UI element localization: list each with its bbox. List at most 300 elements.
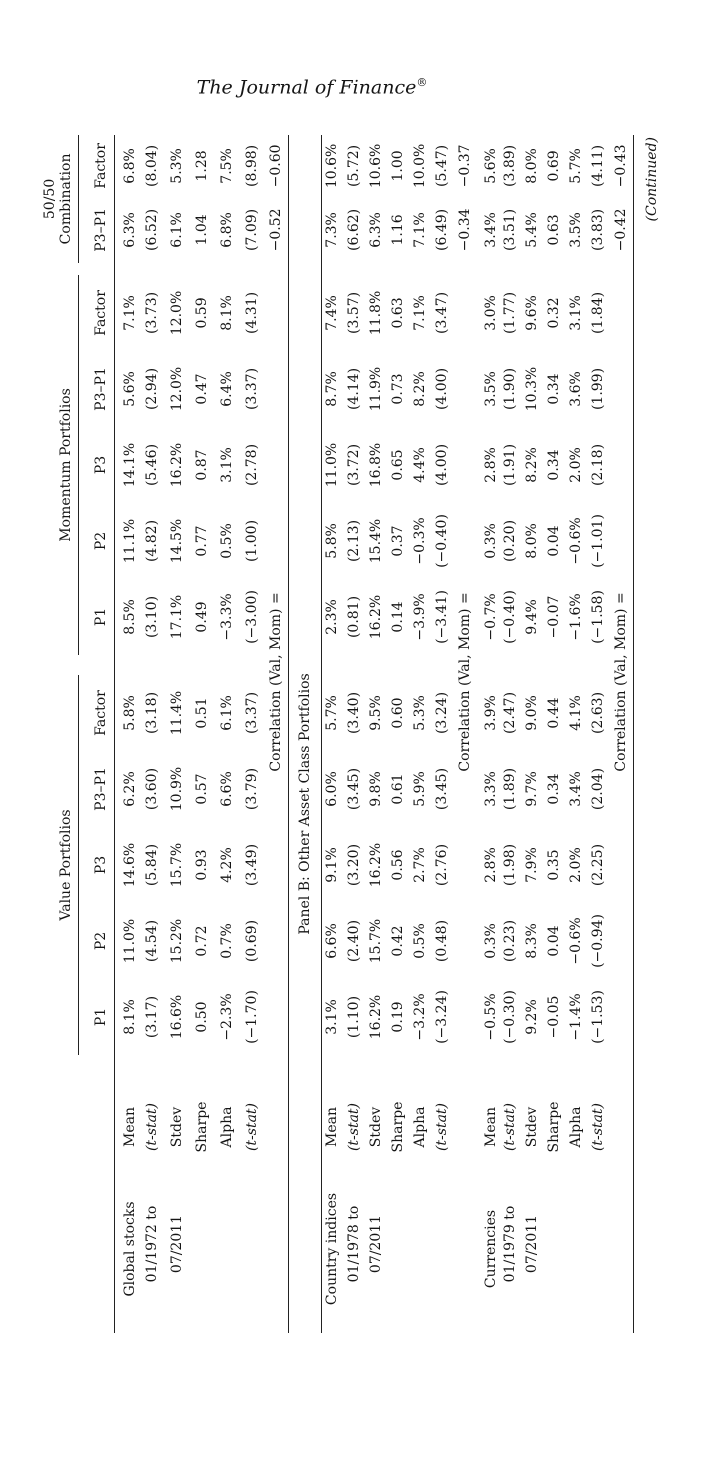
stat-label: Sharpe	[193, 1101, 210, 1153]
data-row	[565, 135, 587, 1333]
data-cell: (8.98)	[243, 144, 260, 187]
data-row	[239, 135, 264, 1333]
column-gap	[521, 1055, 543, 1089]
column-gap	[264, 263, 288, 275]
data-cell: 15.4%	[368, 518, 384, 564]
column-gap	[114, 1055, 139, 1089]
data-cell: 6.8%	[218, 212, 235, 248]
data-cell: 6.6%	[324, 923, 341, 959]
data-cell: 8.2%	[524, 447, 540, 483]
panel-b-divider-row	[288, 135, 321, 1333]
data-cell: (−0.30)	[502, 990, 518, 1044]
column-header: P3–P1	[78, 751, 114, 827]
panel-b-title: Panel B: Other Asset Class Portfolios	[288, 275, 321, 1333]
table-group-header-row	[28, 135, 78, 1333]
data-cell: 16.2%	[368, 994, 384, 1040]
journal-title-text: The Journal of Finance	[196, 76, 417, 99]
data-cell: (2.63)	[590, 691, 606, 735]
data-cell: 11.4%	[168, 690, 185, 736]
correlation-label: Correlation (Val, Mom) =	[609, 275, 633, 1089]
correlation-row	[264, 135, 288, 1333]
data-cell: 6.0%	[324, 771, 341, 807]
column-gap	[477, 1055, 499, 1089]
table-column-header-row	[78, 135, 114, 1333]
data-cell: (4.11)	[590, 144, 606, 187]
column-gap	[387, 263, 409, 275]
data-cell: 8.5%	[121, 599, 138, 635]
column-gap	[499, 1055, 521, 1089]
data-cell: 3.1%	[324, 999, 341, 1035]
data-cell: 6.1%	[168, 212, 185, 248]
data-cell: 0.5%	[412, 923, 428, 959]
data-cell: (0.20)	[502, 519, 518, 563]
data-cell: 5.7%	[324, 695, 341, 731]
data-cell: 0.59	[193, 297, 210, 329]
data-cell: (5.72)	[346, 144, 362, 187]
data-cell: 0.51	[193, 697, 210, 729]
data-cell: (3.10)	[143, 595, 160, 639]
data-cell: 0.04	[546, 525, 562, 557]
data-cell: 8.3%	[524, 923, 540, 959]
data-cell: 7.1%	[121, 295, 138, 331]
data-cell: 0.69	[546, 150, 562, 182]
data-cell: 14.6%	[121, 842, 138, 888]
registered-mark: ®	[416, 76, 428, 89]
data-cell: 14.1%	[121, 442, 138, 488]
correlation-value: −0.60	[267, 144, 284, 188]
data-cell: (1.00)	[243, 519, 260, 563]
data-cell: (−1.01)	[590, 514, 606, 568]
group-header-value	[28, 675, 78, 1055]
data-cell: 9.2%	[524, 999, 540, 1035]
data-cell: 0.35	[546, 849, 562, 881]
data-cell: (1.84)	[590, 291, 606, 335]
data-cell: 9.0%	[524, 695, 540, 731]
data-cell: −3.2%	[412, 993, 428, 1041]
data-cell: 0.34	[546, 449, 562, 481]
data-cell: 2.0%	[568, 447, 584, 483]
data-cell: 2.7%	[412, 847, 428, 883]
data-row	[499, 135, 521, 1333]
data-cell: 1.16	[390, 214, 406, 246]
data-row	[431, 135, 453, 1333]
data-cell: 3.3%	[482, 771, 499, 807]
row-label: 01/1972 to	[143, 1205, 160, 1283]
data-row	[164, 135, 189, 1333]
column-header: P1	[78, 979, 114, 1055]
column-gap	[321, 655, 343, 675]
correlation-value: −0.37	[457, 144, 473, 188]
data-cell: (3.51)	[502, 208, 518, 251]
data-cell: (6.62)	[346, 208, 362, 251]
data-cell: (0.23)	[502, 919, 518, 963]
data-cell: 7.1%	[412, 295, 428, 331]
column-gap	[453, 263, 477, 275]
column-header: Factor	[78, 275, 114, 351]
column-gap	[431, 263, 453, 275]
data-cell: 11.9%	[368, 366, 384, 412]
data-cell: 16.2%	[368, 842, 384, 888]
stat-label: Stdev	[168, 1106, 185, 1148]
row-label	[587, 1165, 609, 1333]
data-cell: 5.4%	[524, 212, 540, 248]
data-cell: 2.3%	[324, 599, 341, 635]
data-cell: 0.56	[390, 849, 406, 881]
data-cell: 3.6%	[568, 371, 584, 407]
data-cell: 12.0%	[168, 366, 185, 412]
row-label	[239, 1165, 264, 1333]
data-cell: 7.3%	[324, 212, 341, 248]
column-gap	[477, 263, 499, 275]
data-cell: (2.18)	[590, 443, 606, 487]
correlation-value: −0.34	[457, 208, 473, 252]
data-cell: 9.6%	[524, 295, 540, 331]
column-gap	[78, 655, 114, 675]
column-gap	[139, 1055, 164, 1089]
column-gap	[214, 263, 239, 275]
data-cell: (3.79)	[243, 767, 260, 811]
column-gap	[164, 1055, 189, 1089]
data-cell: 6.2%	[121, 771, 138, 807]
data-cell: (2.40)	[346, 919, 362, 963]
data-cell: −0.6%	[568, 517, 584, 565]
column-gap	[214, 655, 239, 675]
stat-label: (t-stat)	[434, 1102, 450, 1152]
data-cell: 2.8%	[482, 447, 499, 483]
data-cell: 8.0%	[524, 148, 540, 184]
corner-cell	[78, 1165, 114, 1333]
data-cell: 10.9%	[168, 766, 185, 812]
stat-label: Stdev	[368, 1106, 384, 1148]
data-cell: 6.1%	[218, 695, 235, 731]
data-cell: −0.3%	[412, 517, 428, 565]
data-cell: 1.28	[193, 150, 210, 182]
data-cell: 0.42	[390, 925, 406, 957]
data-row	[214, 135, 239, 1333]
column-gap	[239, 1055, 264, 1089]
data-cell: (8.04)	[143, 144, 160, 187]
correlation-value: −0.42	[609, 197, 633, 263]
stat-label: Mean	[324, 1107, 341, 1147]
data-cell: 16.2%	[368, 594, 384, 640]
column-gap	[164, 263, 189, 275]
data-row	[543, 135, 565, 1333]
column-gap	[343, 263, 365, 275]
data-cell: (3.20)	[346, 843, 362, 887]
data-row	[387, 135, 409, 1333]
data-cell: 6.6%	[218, 771, 235, 807]
data-cell: 16.2%	[168, 442, 185, 488]
data-row	[587, 135, 609, 1333]
column-gap	[164, 655, 189, 675]
data-row	[521, 135, 543, 1333]
group-header-line: Momentum Portfolios	[57, 388, 74, 542]
data-cell: 10.3%	[524, 366, 540, 412]
stat-label: Mean	[482, 1107, 499, 1147]
data-cell: (1.10)	[346, 995, 362, 1039]
data-cell: 0.63	[390, 297, 406, 329]
data-cell: 15.7%	[168, 842, 185, 888]
column-header: P2	[78, 903, 114, 979]
data-cell: 9.8%	[368, 771, 384, 807]
data-cell: −0.6%	[568, 917, 584, 965]
column-gap	[499, 263, 521, 275]
data-cell: (3.89)	[502, 144, 518, 187]
stat-label	[453, 1089, 477, 1165]
data-cell: 0.7%	[218, 923, 235, 959]
data-cell: (2.13)	[346, 519, 362, 563]
data-cell: (3.37)	[243, 691, 260, 735]
data-cell: (2.78)	[243, 443, 260, 487]
data-cell: (1.99)	[590, 367, 606, 411]
column-gap	[343, 655, 365, 675]
data-cell: 5.6%	[482, 148, 499, 184]
row-label: 07/2011	[368, 1214, 384, 1274]
data-cell: 0.61	[390, 773, 406, 805]
data-cell: −0.7%	[482, 593, 499, 641]
data-cell: 5.3%	[168, 148, 185, 184]
data-cell: 4.4%	[412, 447, 428, 483]
data-cell: 9.4%	[524, 599, 540, 635]
correlation-value: −0.52	[267, 208, 284, 252]
stat-label	[264, 1089, 288, 1165]
data-cell: (3.45)	[346, 767, 362, 811]
stat-label: Stdev	[524, 1106, 540, 1148]
data-cell: 0.14	[390, 601, 406, 633]
data-cell: 8.1%	[218, 295, 235, 331]
data-cell: 15.7%	[368, 918, 384, 964]
data-cell: 0.47	[193, 373, 210, 405]
row-label	[543, 1165, 565, 1333]
stat-label: Mean	[121, 1107, 138, 1147]
data-cell: (1.77)	[502, 291, 518, 335]
data-cell: (3.37)	[243, 367, 260, 411]
data-cell: 0.93	[193, 849, 210, 881]
data-cell: (2.76)	[434, 843, 450, 887]
data-cell: (0.69)	[243, 919, 260, 963]
data-cell: 17.1%	[168, 594, 185, 640]
column-gap	[565, 655, 587, 675]
data-cell: (4.00)	[434, 443, 450, 487]
data-cell: −1.6%	[568, 593, 584, 641]
column-gap	[565, 1055, 587, 1089]
row-label: Country indices	[324, 1192, 341, 1306]
data-cell: (−0.40)	[502, 590, 518, 644]
data-cell: 11.0%	[324, 442, 341, 488]
row-label	[453, 1165, 477, 1333]
data-cell: (3.60)	[143, 767, 160, 811]
column-header: P3	[78, 827, 114, 903]
column-gap	[78, 263, 114, 275]
stat-label: Alpha	[412, 1106, 428, 1148]
stat-label: (t-stat)	[502, 1102, 518, 1152]
data-cell: 6.3%	[368, 212, 384, 248]
column-gap	[114, 263, 139, 275]
data-cell: 0.3%	[482, 923, 499, 959]
column-gap	[139, 263, 164, 275]
data-cell: (−3.24)	[434, 990, 450, 1044]
column-gap	[499, 655, 521, 675]
column-gap	[28, 263, 78, 275]
data-cell: (3.73)	[143, 291, 160, 335]
data-cell: 0.87	[193, 449, 210, 481]
column-header: P3	[78, 427, 114, 503]
data-cell: (4.54)	[143, 919, 160, 963]
data-cell: −3.9%	[412, 593, 428, 641]
correlation-row	[453, 135, 477, 1333]
data-cell: 8.1%	[121, 999, 138, 1035]
column-gap	[521, 263, 543, 275]
data-cell: (2.47)	[502, 691, 518, 735]
column-gap	[409, 655, 431, 675]
data-cell: 0.73	[390, 373, 406, 405]
data-cell: 1.00	[390, 150, 406, 182]
group-header-line: Combination	[57, 153, 74, 245]
column-gap	[239, 263, 264, 275]
data-row	[189, 135, 214, 1333]
row-label	[264, 1165, 288, 1333]
column-gap	[409, 1055, 431, 1089]
data-cell: 0.32	[546, 297, 562, 329]
data-cell: 11.1%	[121, 518, 138, 564]
stat-label	[609, 1089, 633, 1165]
data-cell: (3.18)	[143, 691, 160, 735]
data-row	[321, 135, 343, 1333]
data-cell: 0.44	[546, 697, 562, 729]
data-cell: 0.60	[390, 697, 406, 729]
data-cell: (3.72)	[346, 443, 362, 487]
data-cell: (1.91)	[502, 443, 518, 487]
data-cell: (1.98)	[502, 843, 518, 887]
corner-cell	[78, 1089, 114, 1165]
stat-label: Alpha	[568, 1106, 584, 1148]
data-cell: 6.3%	[121, 212, 138, 248]
column-gap	[28, 655, 78, 675]
data-cell: (5.47)	[434, 144, 450, 187]
continued-note: (Continued)	[643, 137, 660, 222]
data-cell: −1.4%	[568, 993, 584, 1041]
row-label: 01/1979 to	[502, 1205, 518, 1283]
data-cell: −0.05	[546, 995, 562, 1039]
data-cell: 15.2%	[168, 918, 185, 964]
data-cell: 16.6%	[168, 994, 185, 1040]
data-cell: 7.5%	[218, 148, 235, 184]
data-cell: 4.1%	[568, 695, 584, 731]
data-cell: (−1.70)	[243, 990, 260, 1044]
data-cell: (6.49)	[434, 208, 450, 251]
data-cell: (7.09)	[243, 208, 260, 251]
data-cell: (−3.00)	[243, 590, 260, 644]
journal-title	[0, 76, 720, 98]
data-cell: 8.0%	[524, 523, 540, 559]
row-label	[189, 1165, 214, 1333]
column-gap	[114, 655, 139, 675]
column-gap	[365, 1055, 387, 1089]
data-cell: 14.5%	[168, 518, 185, 564]
row-label: Global stocks	[121, 1201, 138, 1297]
column-gap	[365, 263, 387, 275]
panel-divider-cell	[288, 197, 321, 263]
column-gap	[521, 655, 543, 675]
data-cell: 16.8%	[368, 442, 384, 488]
column-gap	[321, 1055, 343, 1089]
data-cell: 9.5%	[368, 695, 384, 731]
stat-label: Sharpe	[390, 1101, 406, 1153]
column-gap	[321, 263, 343, 275]
column-gap	[214, 1055, 239, 1089]
data-cell: (−1.53)	[590, 990, 606, 1044]
column-header: Factor	[78, 135, 114, 197]
data-cell: (3.83)	[590, 208, 606, 251]
data-row	[114, 135, 139, 1333]
data-cell: (3.24)	[434, 691, 450, 735]
data-cell: 0.19	[390, 1001, 406, 1033]
data-cell: (1.90)	[502, 367, 518, 411]
data-cell: 3.0%	[482, 295, 499, 331]
column-gap	[139, 655, 164, 675]
panel-divider-cell	[288, 135, 321, 197]
stat-label: Sharpe	[546, 1101, 562, 1153]
column-gap	[543, 1055, 565, 1089]
column-gap	[587, 1055, 609, 1089]
data-cell: 0.3%	[482, 523, 499, 559]
data-cell: −0.5%	[482, 993, 499, 1041]
data-row	[365, 135, 387, 1333]
data-cell: −3.3%	[218, 593, 235, 641]
data-cell: 3.1%	[218, 447, 235, 483]
data-cell: 3.5%	[568, 212, 584, 248]
data-cell: 11.8%	[368, 290, 384, 336]
data-cell: 5.6%	[121, 371, 138, 407]
group-header-line: Value Portfolios	[57, 809, 74, 921]
column-gap	[387, 1055, 409, 1089]
data-cell: 0.5%	[218, 523, 235, 559]
correlation-label: Correlation (Val, Mom) =	[457, 592, 473, 772]
data-cell: 0.34	[546, 773, 562, 805]
column-gap	[587, 655, 609, 675]
data-cell: (0.81)	[346, 595, 362, 639]
data-cell: 10.0%	[412, 143, 428, 189]
column-gap	[78, 1055, 114, 1089]
row-label: 01/1978 to	[346, 1205, 362, 1283]
data-cell: (3.49)	[243, 843, 260, 887]
data-cell: (1.89)	[502, 767, 518, 811]
stat-label: (t-stat)	[346, 1102, 362, 1152]
data-cell: 2.0%	[568, 847, 584, 883]
data-cell: 5.8%	[324, 523, 341, 559]
column-gap	[477, 655, 499, 675]
data-cell: (−0.40)	[434, 514, 450, 568]
column-header: Factor	[78, 675, 114, 751]
data-cell: 5.3%	[412, 695, 428, 731]
data-cell: 0.34	[546, 373, 562, 405]
group-header-line: 50/50	[42, 178, 59, 220]
data-cell: (2.25)	[590, 843, 606, 887]
row-label: 07/2011	[524, 1214, 540, 1274]
column-gap	[365, 655, 387, 675]
row-label	[565, 1165, 587, 1333]
data-cell: 7.4%	[324, 295, 341, 331]
sideways-table-wrap	[28, 135, 688, 1333]
column-gap	[28, 1055, 78, 1089]
data-cell: 8.2%	[412, 371, 428, 407]
data-cell: 0.50	[193, 1001, 210, 1033]
column-gap	[409, 263, 431, 275]
row-label	[409, 1165, 431, 1333]
data-cell: (2.94)	[143, 367, 160, 411]
group-header-combination	[28, 135, 78, 263]
row-label: Currencies	[482, 1209, 499, 1289]
